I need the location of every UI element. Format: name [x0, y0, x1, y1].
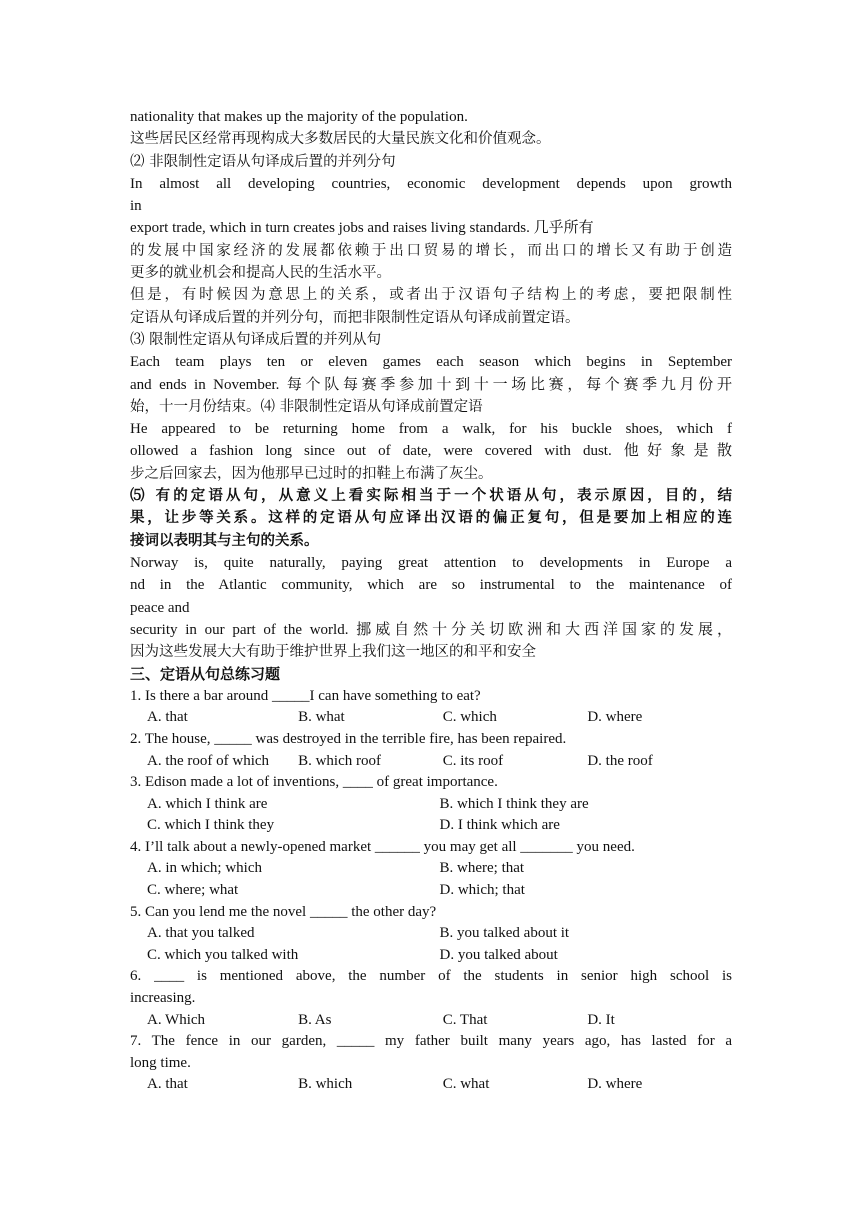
options-row	[130, 794, 732, 816]
question-stem: 5. Can you lend me the novel _____ the other day?	[130, 903, 437, 920]
text-line: ⑵ 非限制性定语从句译成后置的并列分句	[130, 153, 396, 170]
text-line: 始，十一月份结束。⑷ 非限制性定语从句译成前置定语	[130, 398, 483, 415]
answer-option[interactable]: D. where	[587, 709, 643, 726]
text-line: Each team plays ten or eleven games each season which begins in September	[130, 354, 732, 371]
answer-option[interactable]: A. in which; which	[147, 860, 262, 877]
answer-option[interactable]: A. that you talked	[147, 925, 255, 942]
text-line: peace and	[130, 599, 190, 616]
answer-option[interactable]: D. which; that	[439, 882, 525, 899]
options-row	[130, 815, 732, 837]
answer-option[interactable]: C. which I think they	[147, 817, 275, 834]
answer-option[interactable]: D. you talked about	[439, 946, 558, 963]
text-line: 的发展中国家经济的发展都依赖于出口贸易的增长，而出口的增长又有助于创造	[130, 242, 732, 259]
text-line: He appeared to be returning home from a walk, for his buckle shoes, which f	[130, 421, 732, 438]
text-line: In almost all developing countries, economic development depends upon growth	[130, 175, 732, 192]
text-line: export trade, which in turn creates jobs and raises living standards. 几乎所有	[130, 220, 594, 237]
text-line: and ends in November. 每个队每赛季参加十到十一场比赛，每个赛季九月份开	[130, 376, 732, 393]
answer-option[interactable]: B. you talked about it	[439, 925, 570, 942]
question-stem-continued: increasing.	[130, 990, 196, 1007]
translation-notes	[130, 106, 732, 663]
answer-option[interactable]: D. where	[587, 1076, 643, 1093]
options-row	[130, 945, 732, 967]
text-line: nationality that makes up the majority of the population.	[130, 109, 468, 125]
question-stem-continued: long time.	[130, 1054, 191, 1071]
answer-option[interactable]: D. I think which are	[439, 817, 560, 834]
answer-option[interactable]: A. which I think are	[147, 795, 268, 812]
options-row	[130, 923, 732, 945]
answer-option[interactable]: C. which	[442, 709, 497, 726]
text-line: 但是，有时候因为意思上的关系，或者出于汉语句子结构上的考虑，要把限制性	[130, 287, 732, 304]
answer-option[interactable]: B. which I think they are	[439, 795, 589, 812]
text-line: 果，让步等关系。这样的定语从句应译出汉语的偏正复句，但是要加上相应的连	[130, 510, 732, 527]
question-stem: 7. The fence in our garden, _____ my father built many years ago, has lasted for a	[130, 1033, 732, 1050]
answer-option[interactable]: D. the roof	[587, 752, 653, 769]
text-line: nd in the Atlantic community, which are so instrumental to the maintenance of	[130, 577, 732, 594]
answer-option[interactable]: A. Which	[147, 1011, 206, 1028]
answer-option[interactable]: B. which	[298, 1076, 353, 1093]
options-row	[130, 880, 732, 902]
question-stem: 3. Edison made a lot of inventions, ____ of great importance.	[130, 774, 498, 791]
text-line: ⑸ 有的定语从句，从意义上看实际相当于一个状语从句，表示原因，目的，结	[130, 488, 732, 505]
answer-option[interactable]: B. what	[298, 709, 345, 726]
text-line: security in our part of the world. 挪威自然十分关切欧洲和大西洋国家的发展，	[130, 621, 732, 638]
answer-option[interactable]: D. It	[587, 1011, 615, 1028]
text-line: 更多的就业机会和提高人民的生活水平。	[130, 265, 391, 282]
section-title: 三、定语从句总练习题	[130, 665, 281, 684]
options-row	[130, 1010, 732, 1032]
answer-option[interactable]: B. where; that	[439, 860, 525, 877]
exercise-list	[130, 686, 732, 1096]
answer-option[interactable]: B. As	[298, 1011, 332, 1028]
answer-option[interactable]: A. that	[147, 1076, 188, 1093]
answer-option[interactable]: C. its roof	[442, 752, 504, 769]
text-line: 因为这些发展大大有助于维护世界上我们这一地区的和平和安全	[130, 644, 536, 661]
text-line: in	[130, 198, 142, 215]
answer-option[interactable]: B. which roof	[298, 752, 381, 769]
answer-option[interactable]: C. what	[442, 1076, 490, 1093]
options-row	[130, 751, 732, 773]
text-line: ollowed a fashion long since out of date, were covered with dust. 他好象是散	[130, 443, 732, 460]
text-line: 定语从句译成后置的并列分句，而把非限制性定语从句译成前置定语。	[130, 309, 580, 326]
question-stem: 6. ____ is mentioned above, the number of the students in senior high school is	[130, 968, 732, 985]
text-line: 这些居民区经常再现构成大多数居民的大量民族文化和价值观念。	[130, 131, 551, 148]
document-page	[130, 106, 732, 1096]
options-row	[130, 707, 732, 729]
answer-option[interactable]: C. which you talked with	[147, 946, 299, 963]
text-line: Norway is, quite naturally, paying great attention to developments in Europe a	[130, 554, 732, 571]
options-row	[130, 1074, 732, 1096]
answer-option[interactable]: C. That	[442, 1011, 488, 1028]
text-line: ⑶ 限制性定语从句译成后置的并列从句	[130, 331, 382, 348]
question-stem: 1. Is there a bar around _____I can have something to eat?	[130, 687, 481, 704]
options-row	[130, 858, 732, 880]
text-line: 步之后回家去，因为他那早已过时的扣鞋上布满了灰尘。	[130, 465, 493, 482]
question-stem: 4. I’ll talk about a newly-opened market ______ you may get all _______ you need.	[130, 838, 635, 855]
question-stem: 2. The house, _____ was destroyed in the terrible fire, has been repaired.	[130, 730, 567, 747]
answer-option[interactable]: C. where; what	[147, 882, 239, 899]
answer-option[interactable]: A. that	[147, 709, 188, 726]
answer-option[interactable]: A. the roof of which	[147, 752, 270, 769]
text-line: 接词以表明其与主句的关系。	[130, 532, 319, 549]
